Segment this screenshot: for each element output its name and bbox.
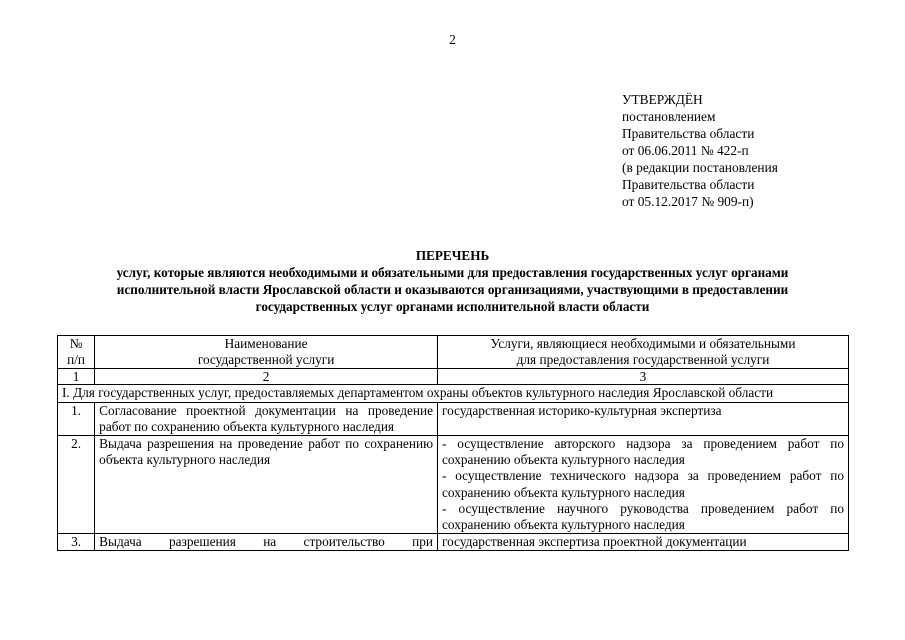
- required-services: [438, 534, 849, 551]
- approval-line: (в редакции постановления: [622, 160, 778, 175]
- table-row: [58, 534, 849, 551]
- table-row: [58, 436, 849, 534]
- section-title: I. Для государственных услуг, предоставляемых департаментом охраны объектов культурного наследия Ярославской области: [58, 385, 849, 402]
- column-index: 1: [58, 369, 95, 385]
- section-row: [58, 385, 849, 402]
- row-number: 1.: [58, 402, 95, 435]
- approval-line: Правительства области: [622, 126, 755, 141]
- row-number: 2.: [58, 436, 95, 534]
- approval-line: УТВЕРЖДЁН: [622, 92, 703, 107]
- required-service-item: государственная экспертиза проектной документации: [442, 534, 747, 550]
- required-services: [438, 436, 849, 534]
- approval-line: Правительства области: [622, 177, 755, 192]
- service-name: Выдача разрешения на строительство при: [95, 534, 438, 551]
- title-subtitle-line: государственных услуг органами исполнительной власти области: [255, 299, 650, 314]
- approval-line: от 06.06.2011 № 422-п: [622, 143, 749, 158]
- approval-line: от 05.12.2017 № 909-п): [622, 194, 754, 209]
- row-number: 3.: [58, 534, 95, 551]
- required-service-item: - осуществление авторского надзора за проведением работ по сохранению объекта культурного наследия: [442, 436, 844, 468]
- approval-stamp: [622, 91, 892, 210]
- services-table: [57, 335, 849, 551]
- required-service-item: - осуществление технического надзора за проведением работ по сохранению объекта культурного наследия: [442, 468, 844, 500]
- column-index-row: [58, 369, 849, 385]
- title-heading: ПЕРЕЧЕНЬ: [415, 248, 490, 263]
- header-services: Услуги, являющиеся необходимыми и обязательными для предоставления государственной услуги: [438, 336, 849, 369]
- approval-line: постановлением: [622, 109, 716, 124]
- service-name: Согласование проектной документации на проведение работ по сохранению объекта культурного наследия: [95, 402, 438, 435]
- table-header-row: [58, 336, 849, 369]
- required-services: [438, 402, 849, 435]
- column-index: 3: [438, 369, 849, 385]
- required-service-item: - осуществление научного руководства проведением работ по сохранению объекта культурного наследия: [442, 500, 844, 533]
- header-num: № п/п: [58, 336, 95, 369]
- title-subtitle-line: услуг, которые являются необходимыми и обязательными для предоставления государственных услуг органами: [116, 265, 789, 280]
- required-service-item: государственная историко-культурная экспертиза: [442, 402, 722, 418]
- table-row: [58, 402, 849, 435]
- document-title: [40, 247, 865, 315]
- page-number: 2: [449, 32, 456, 47]
- title-subtitle-line: исполнительной власти Ярославской области и оказываются организациями, участвующими в предоставлении: [116, 282, 789, 297]
- service-name: Выдача разрешения на проведение работ по сохранению объекта культурного наследия: [95, 436, 438, 534]
- column-index: 2: [95, 369, 438, 385]
- header-name: Наименование государственной услуги: [95, 336, 438, 369]
